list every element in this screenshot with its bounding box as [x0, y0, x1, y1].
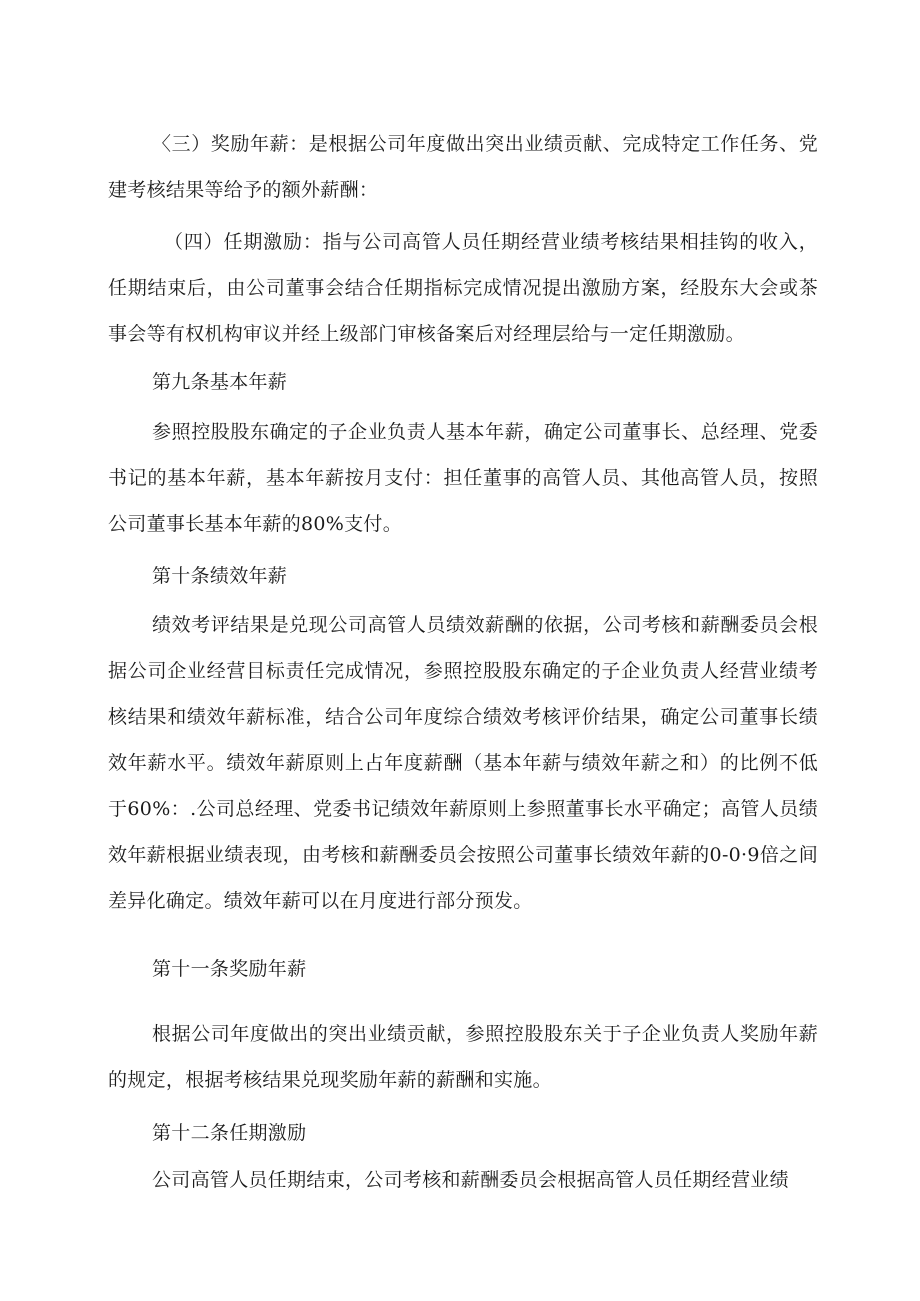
article-12-heading: 第十二条任期激励 — [152, 1122, 307, 1144]
paragraph-article-9: 参照控股股东确定的子企业负责人基本年薪，确定公司董事长、总经理、党委书记的基本年薪，基本年薪按月支付：担任董事的高管人员、其他高管人员，按照公司董事长基本年薪的80%支付。 — [108, 421, 818, 535]
article-10-heading: 第十条绩效年薪 — [152, 565, 288, 587]
article-11-heading: 第十一条奖励年薪 — [152, 958, 307, 980]
paragraph-reward-salary: 〈三）奖励年薪：是根据公司年度做出突出业绩贡献、完成特定工作任务、党建考核结果等给予的额外薪酬： — [108, 133, 818, 201]
paragraph-term-incentive: （四）任期激励：指与公司高管人员任期经营业绩考核结果相挂钩的收入，任期结束后，由公司董事会结合任期指标完成情况提出激励方案，经股东大会或茶事会等有权机构审议并经上级部门审核备案后对经理层给与一定任期激励。 — [108, 231, 818, 345]
paragraph-article-10: 绩效考评结果是兑现公司高管人员绩效薪酬的依据，公司考核和薪酬委员会根据公司企业经营目标责任完成情况，参照控股股东确定的子企业负责人经营业绩考核结果和绩效年薪标准，结合公司年度综合绩效考核评价结果，确定公司董事长绩效年薪水平。绩效年薪原则上占年度薪酬（基本年薪与绩效年薪之和）的比例不低于60%：.公司总经理、党委书记绩效年薪原则上参照董事长水平确定；高管人员绩效年薪根据业绩表现，由考核和薪酬委员会按照公司董事长绩效年薪的0-0·9倍之间差异化确定。绩效年薪可以在月度进行部分预发。 — [108, 614, 818, 912]
paragraph-article-12: 公司高管人员任期结束，公司考核和薪酬委员会根据高管人员任期经营业绩 — [152, 1169, 789, 1191]
article-9-heading: 第九条基本年薪 — [152, 371, 288, 393]
paragraph-article-11: 根据公司年度做出的突出业绩贡献，参照控股股东关于子企业负责人奖励年薪的规定，根据考核结果兑现奖励年薪的薪酬和实施。 — [108, 1023, 818, 1091]
